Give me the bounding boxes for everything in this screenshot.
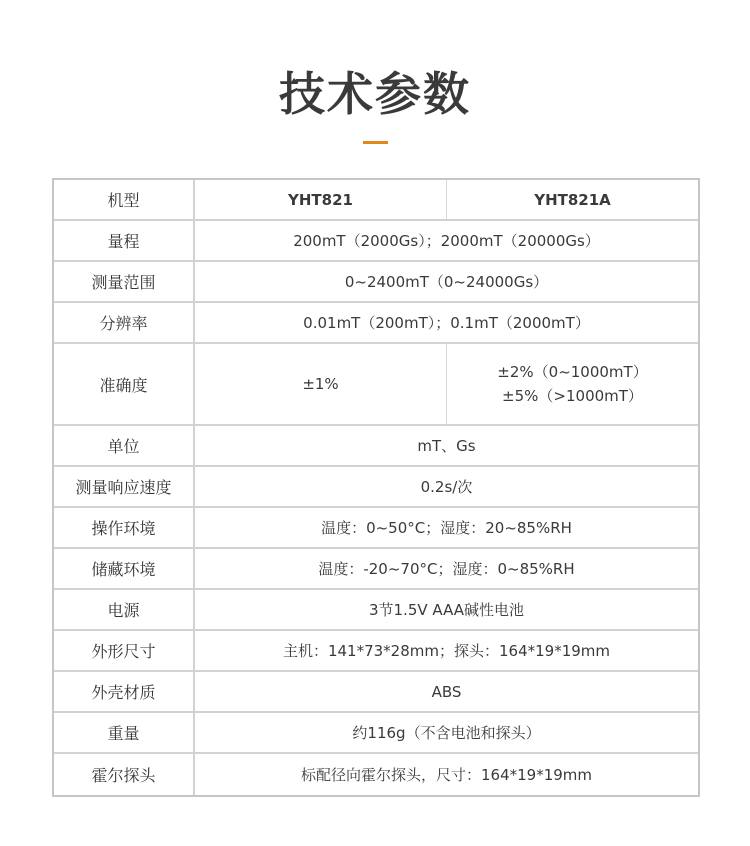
table-row (54, 549, 698, 590)
accuracy-split (195, 344, 698, 424)
row-value: mT、Gs (417, 437, 476, 455)
table-row (54, 467, 698, 508)
row-value: 3节1.5V AAA碱性电池 (368, 601, 525, 619)
row-value: 温度：0~50°C；湿度：20~85%RH (321, 519, 572, 537)
row-label: 外壳材质 (54, 672, 195, 711)
table-row (54, 754, 698, 795)
row-value: ABS (431, 682, 462, 701)
row-label: 分辨率 (54, 303, 195, 342)
row-label: 重量 (54, 713, 195, 752)
accuracy-yht821: ±1% (302, 375, 339, 393)
table-row (54, 303, 698, 344)
table-row-accuracy (54, 344, 698, 426)
table-row (54, 672, 698, 713)
row-label: 测量响应速度 (54, 467, 195, 506)
table-row (54, 426, 698, 467)
row-value: 约116g（不含电池和探头） (352, 724, 541, 742)
accuracy-yht821a (446, 344, 698, 424)
spec-table (52, 178, 700, 797)
row-label: 电源 (54, 590, 195, 629)
model-yht821a: YHT821A (446, 180, 698, 219)
row-label: 储藏环境 (54, 549, 195, 588)
model-split (195, 180, 698, 219)
accuracy-line-2: ±5%（>1000mT） (502, 387, 643, 405)
model-yht821: YHT821 (288, 190, 353, 209)
row-label: 机型 (54, 180, 195, 219)
row-value: 温度：-20~70°C；湿度：0~85%RH (318, 560, 575, 578)
table-row (54, 508, 698, 549)
row-value: 标配径向霍尔探头，尺寸：164*19*19mm (300, 766, 593, 784)
row-value: 主机：141*73*28mm；探头：164*19*19mm (282, 642, 611, 660)
row-label: 外形尺寸 (54, 631, 195, 670)
row-label: 测量范围 (54, 262, 195, 301)
row-label: 量程 (54, 221, 195, 260)
table-row (54, 262, 698, 303)
title-underline-accent (363, 141, 388, 144)
row-label: 单位 (54, 426, 195, 465)
row-value: 200mT（2000Gs）；2000mT（20000Gs） (293, 232, 600, 250)
table-row (54, 221, 698, 262)
page-title: 技术参数 (279, 67, 471, 121)
row-value: 0~2400mT（0~24000Gs） (344, 273, 549, 291)
row-value: 0.2s/次 (420, 478, 473, 496)
table-row-model (54, 180, 698, 221)
table-row (54, 590, 698, 631)
row-label: 操作环境 (54, 508, 195, 547)
table-row (54, 631, 698, 672)
table-row (54, 713, 698, 754)
row-value: 0.01mT（200mT）；0.1mT（2000mT） (303, 314, 590, 332)
row-label: 霍尔探头 (54, 754, 195, 795)
row-label: 准确度 (54, 344, 195, 424)
accuracy-line-1: ±2%（0~1000mT） (497, 363, 648, 381)
